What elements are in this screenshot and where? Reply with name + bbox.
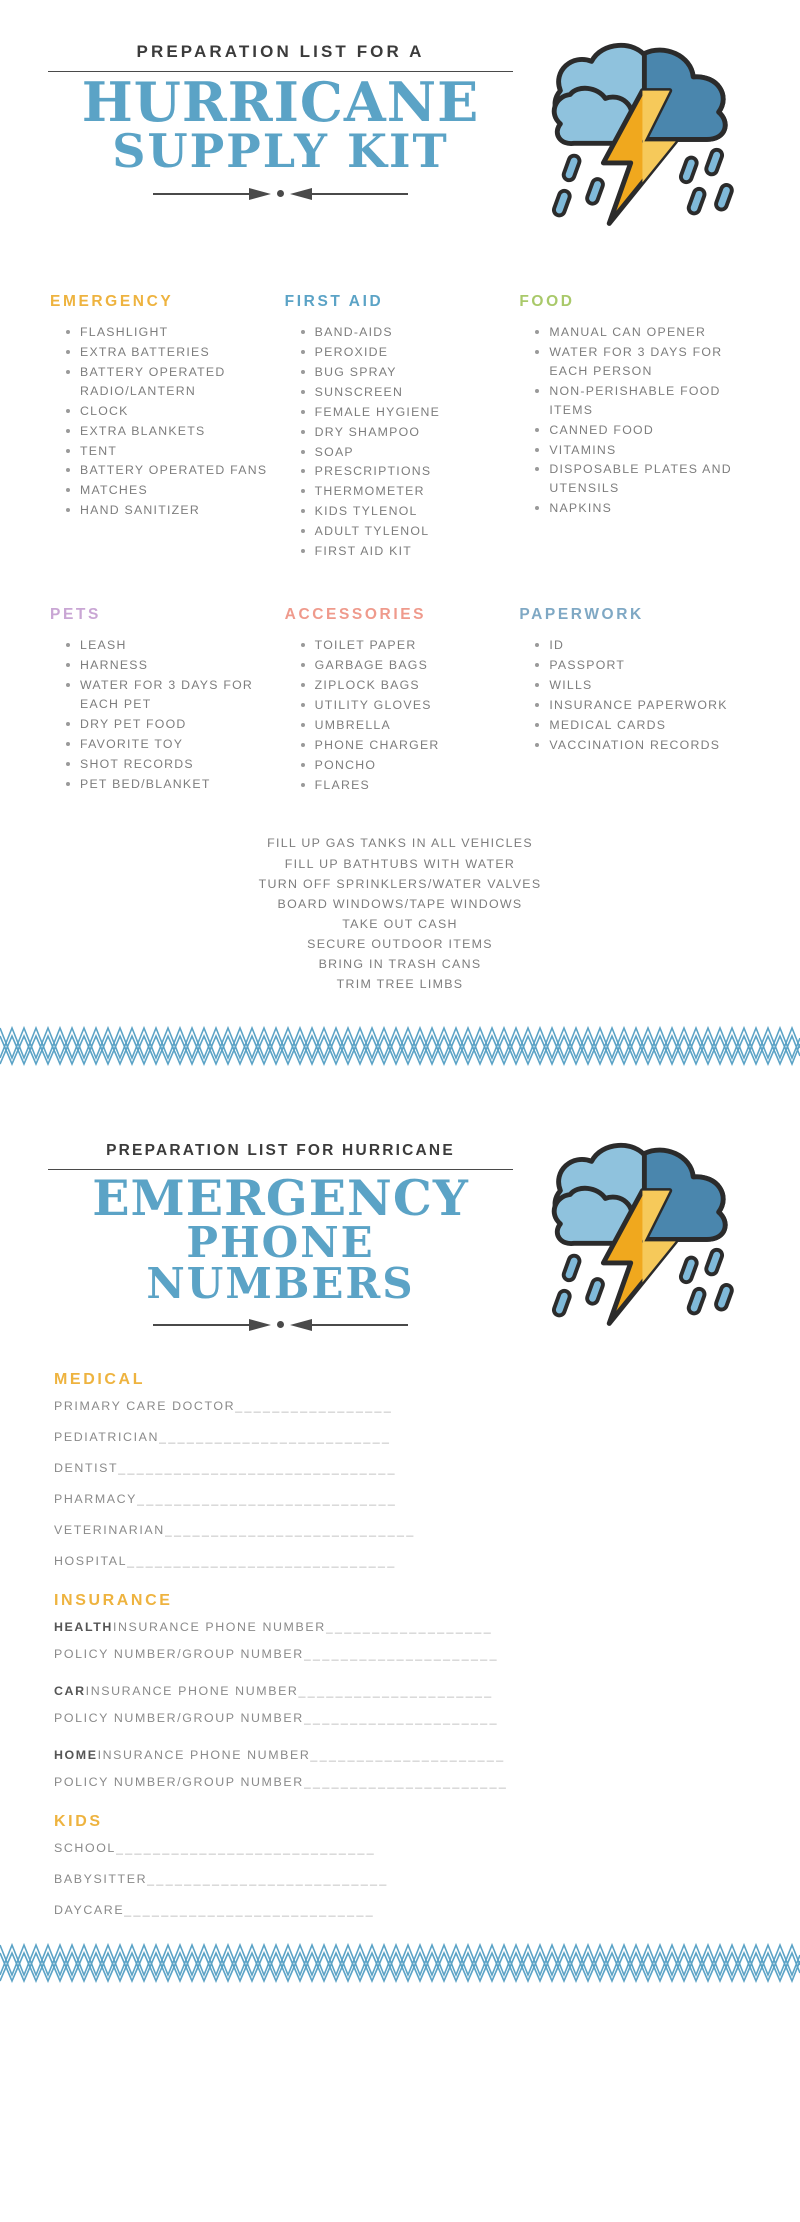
field-blank-line: _____________________________ — [127, 1554, 397, 1569]
list-item: BAND-AIDS — [301, 323, 506, 342]
field-label: DENTIST — [54, 1461, 119, 1476]
field-pharmacy[interactable] — [54, 1492, 752, 1506]
field-label: INSURANCE PHONE NUMBER — [112, 1620, 326, 1635]
list-item: VACCINATION RECORDS — [535, 736, 740, 755]
section-heading-kids: KIDS — [54, 1813, 103, 1831]
supply-kit-header — [48, 0, 752, 247]
list-paperwork — [517, 636, 740, 755]
field-blank-line: ___________________________ — [124, 1903, 376, 1918]
task-item: TURN OFF SPRINKLERS/WATER VALVES — [258, 876, 542, 891]
column-emergency — [48, 293, 283, 562]
supply-kit-poster — [48, 0, 752, 994]
column-heading-paperwork: PAPERWORK — [519, 606, 644, 624]
supply-kit-title-line2: SUPPLY KIT — [112, 123, 449, 178]
ornament-triangle-left — [249, 188, 271, 200]
field-blank-line: _________________ — [235, 1399, 394, 1414]
storm-cloud-lightning-icon — [527, 1132, 752, 1347]
field-blank-line: ____________________________ — [115, 1841, 377, 1856]
column-food — [517, 293, 752, 562]
field-veterinarian[interactable] — [54, 1523, 752, 1537]
list-item: BATTERY OPERATED FANS — [66, 461, 271, 480]
column-accessories — [283, 606, 518, 795]
list-item: ADULT TYLENOL — [301, 522, 506, 541]
list-item: ID — [535, 636, 740, 655]
section-kids — [48, 1813, 752, 1917]
field-label: INSURANCE PHONE NUMBER — [85, 1684, 299, 1699]
field-blank-line: _____________________ — [298, 1684, 494, 1699]
field-blank-line: ______________________________ — [118, 1461, 397, 1476]
list-item: KIDS TYLENOL — [301, 502, 506, 521]
field-daycare[interactable] — [54, 1903, 752, 1917]
supply-columns-row-1 — [48, 293, 752, 562]
list-item: SHOT RECORDS — [66, 755, 271, 774]
field-health-insurance-phone[interactable] — [54, 1620, 752, 1634]
phone-numbers-poster — [48, 1100, 752, 1917]
field-blank-line: ______________________ — [303, 1775, 509, 1790]
list-item: TENT — [66, 442, 271, 461]
ornament-bar-left — [153, 193, 249, 195]
list-item: HAND SANITIZER — [66, 501, 271, 520]
column-heading-accessories: ACCESSORIES — [284, 606, 427, 624]
list-item: PRESCRIPTIONS — [301, 462, 506, 481]
column-heading-first-aid: FIRST AID — [284, 293, 384, 310]
list-item: WATER FOR 3 DAYS FOR EACH PERSON — [535, 343, 740, 381]
list-item: WATER FOR 3 DAYS FOR EACH PET — [66, 676, 271, 714]
list-item: SOAP — [301, 443, 506, 462]
ornament-triangle-left — [249, 1319, 271, 1331]
list-item: PET BED/BLANKET — [66, 775, 271, 794]
section-medical — [48, 1371, 752, 1568]
field-blank-line: _____________________ — [303, 1711, 499, 1726]
section-insurance — [48, 1592, 752, 1789]
column-heading-food: FOOD — [519, 293, 575, 310]
task-item: BOARD WINDOWS/TAPE WINDOWS — [277, 896, 523, 911]
list-item: EXTRA BLANKETS — [66, 422, 271, 441]
field-label: HOSPITAL — [54, 1554, 128, 1569]
ornament-dot — [277, 190, 284, 197]
list-item: EXTRA BATTERIES — [66, 343, 271, 362]
title-ornament-divider — [48, 188, 513, 200]
supply-kit-title-line1: HURRICANE — [81, 70, 480, 134]
field-home-policy-number[interactable] — [54, 1775, 752, 1789]
list-item: BUG SPRAY — [301, 363, 506, 382]
phone-numbers-title-block — [48, 1134, 513, 1336]
list-item: FIRST AID KIT — [301, 542, 506, 561]
task-list — [48, 833, 752, 994]
list-item: THERMOMETER — [301, 482, 506, 501]
list-item: UTILITY GLOVES — [301, 696, 506, 715]
task-item: BRING IN TRASH CANS — [318, 957, 482, 971]
section-heading-medical: MEDICAL — [54, 1371, 146, 1389]
list-item: INSURANCE PAPERWORK — [535, 696, 740, 715]
supply-kit-kicker: PREPARATION LIST FOR A — [136, 42, 425, 61]
list-item: SUNSCREEN — [301, 383, 506, 402]
ornament-bar-right — [312, 1324, 408, 1326]
list-item: UMBRELLA — [301, 716, 506, 735]
section-heading-insurance: INSURANCE — [54, 1592, 173, 1610]
field-car-insurance-phone[interactable] — [54, 1684, 752, 1698]
title-ornament-divider-2 — [48, 1319, 513, 1331]
list-item: MANUAL CAN OPENER — [535, 323, 740, 342]
list-item: PEROXIDE — [301, 343, 506, 362]
column-first-aid — [283, 293, 518, 562]
phone-numbers-header — [48, 1100, 752, 1347]
column-heading-emergency: EMERGENCY — [50, 293, 174, 310]
list-emergency — [48, 323, 271, 520]
list-item: FAVORITE TOY — [66, 735, 271, 754]
list-item: MEDICAL CARDS — [535, 716, 740, 735]
zigzag-divider-top — [0, 1020, 800, 1066]
list-accessories — [283, 636, 506, 794]
list-item: FLASHLIGHT — [66, 323, 271, 342]
field-label: POLICY NUMBER/GROUP NUMBER — [54, 1647, 304, 1662]
field-school[interactable] — [54, 1841, 752, 1855]
task-item: FILL UP BATHTUBS WITH WATER — [284, 856, 516, 871]
ornament-triangle-right — [290, 1319, 312, 1331]
task-item: SECURE OUTDOOR ITEMS — [307, 936, 493, 951]
field-blank-line: __________________ — [325, 1620, 494, 1635]
phone-numbers-title-line1: EMERGENCY — [92, 1169, 469, 1228]
list-item: PONCHO — [301, 756, 506, 775]
list-item: VITAMINS — [535, 441, 740, 460]
field-primary-care-doctor[interactable] — [54, 1399, 752, 1413]
list-item: GARBAGE BAGS — [301, 656, 506, 675]
list-item: PASSPORT — [535, 656, 740, 675]
field-babysitter[interactable] — [54, 1872, 752, 1886]
field-label: INSURANCE PHONE NUMBER — [97, 1748, 311, 1763]
list-item: MATCHES — [66, 481, 271, 500]
ornament-triangle-right — [290, 188, 312, 200]
list-item: DRY PET FOOD — [66, 715, 271, 734]
field-label: POLICY NUMBER/GROUP NUMBER — [54, 1775, 304, 1790]
field-hospital[interactable] — [54, 1554, 752, 1568]
zigzag-divider-bottom — [0, 1937, 800, 1983]
list-item: WILLS — [535, 676, 740, 695]
field-blank-line: _________________________ — [159, 1430, 392, 1445]
list-item: CLOCK — [66, 402, 271, 421]
supply-columns-row-2 — [48, 606, 752, 795]
list-item: HARNESS — [66, 656, 271, 675]
ornament-bar-left — [153, 1324, 249, 1326]
field-label: POLICY NUMBER/GROUP NUMBER — [54, 1711, 304, 1726]
field-health-policy-number[interactable] — [54, 1647, 752, 1661]
field-label: DAYCARE — [54, 1903, 125, 1918]
column-heading-pets: PETS — [50, 606, 101, 624]
list-item: ZIPLOCK BAGS — [301, 676, 506, 695]
field-label: BABYSITTER — [54, 1872, 148, 1887]
list-item: TOILET PAPER — [301, 636, 506, 655]
list-item: DISPOSABLE PLATES AND UTENSILS — [535, 460, 740, 498]
field-dentist[interactable] — [54, 1461, 752, 1475]
field-blank-line: ___________________________ — [164, 1523, 416, 1538]
list-item: NAPKINS — [535, 499, 740, 518]
list-item: PHONE CHARGER — [301, 736, 506, 755]
list-item: DRY SHAMPOO — [301, 423, 506, 442]
list-food — [517, 323, 740, 518]
supply-kit-title — [48, 70, 513, 178]
field-label: VETERINARIAN — [54, 1523, 165, 1538]
ornament-dot — [277, 1321, 284, 1328]
field-label-strong: HEALTH — [54, 1620, 113, 1635]
column-pets — [48, 606, 283, 795]
task-item: FILL UP GAS TANKS IN ALL VEHICLES — [267, 836, 533, 851]
field-label-strong: CAR — [54, 1684, 86, 1699]
column-paperwork — [517, 606, 752, 795]
field-car-policy-number[interactable] — [54, 1711, 752, 1725]
field-label: PEDIATRICIAN — [54, 1430, 160, 1445]
field-blank-line: _____________________ — [310, 1748, 506, 1763]
list-item: CANNED FOOD — [535, 421, 740, 440]
ornament-bar-right — [312, 193, 408, 195]
task-item: TRIM TREE LIMBS — [336, 977, 464, 992]
field-label: PHARMACY — [54, 1492, 138, 1507]
phone-numbers-title-line2: PHONE NUMBERS — [146, 1218, 415, 1309]
list-pets — [48, 636, 271, 793]
list-item: FEMALE HYGIENE — [301, 403, 506, 422]
field-pediatrician[interactable] — [54, 1430, 752, 1444]
storm-cloud-lightning-icon — [527, 32, 752, 247]
supply-kit-title-block — [48, 34, 513, 206]
field-blank-line: ____________________________ — [137, 1492, 398, 1507]
list-item: BATTERY OPERATED RADIO/LANTERN — [66, 363, 271, 401]
field-label: PRIMARY CARE DOCTOR — [54, 1399, 236, 1414]
list-item: NON-PERISHABLE FOOD ITEMS — [535, 382, 740, 420]
phone-numbers-title — [48, 1169, 513, 1309]
task-item: TAKE OUT CASH — [342, 916, 458, 931]
field-blank-line: __________________________ — [147, 1872, 389, 1887]
field-home-insurance-phone[interactable] — [54, 1748, 752, 1762]
field-label: SCHOOL — [54, 1841, 116, 1856]
field-blank-line: _____________________ — [303, 1647, 499, 1662]
list-item: FLARES — [301, 776, 506, 795]
field-label-strong: HOME — [54, 1748, 98, 1763]
phone-numbers-kicker: PREPARATION LIST FOR HURRICANE — [106, 1142, 455, 1160]
list-item: LEASH — [66, 636, 271, 655]
list-first-aid — [283, 323, 506, 561]
